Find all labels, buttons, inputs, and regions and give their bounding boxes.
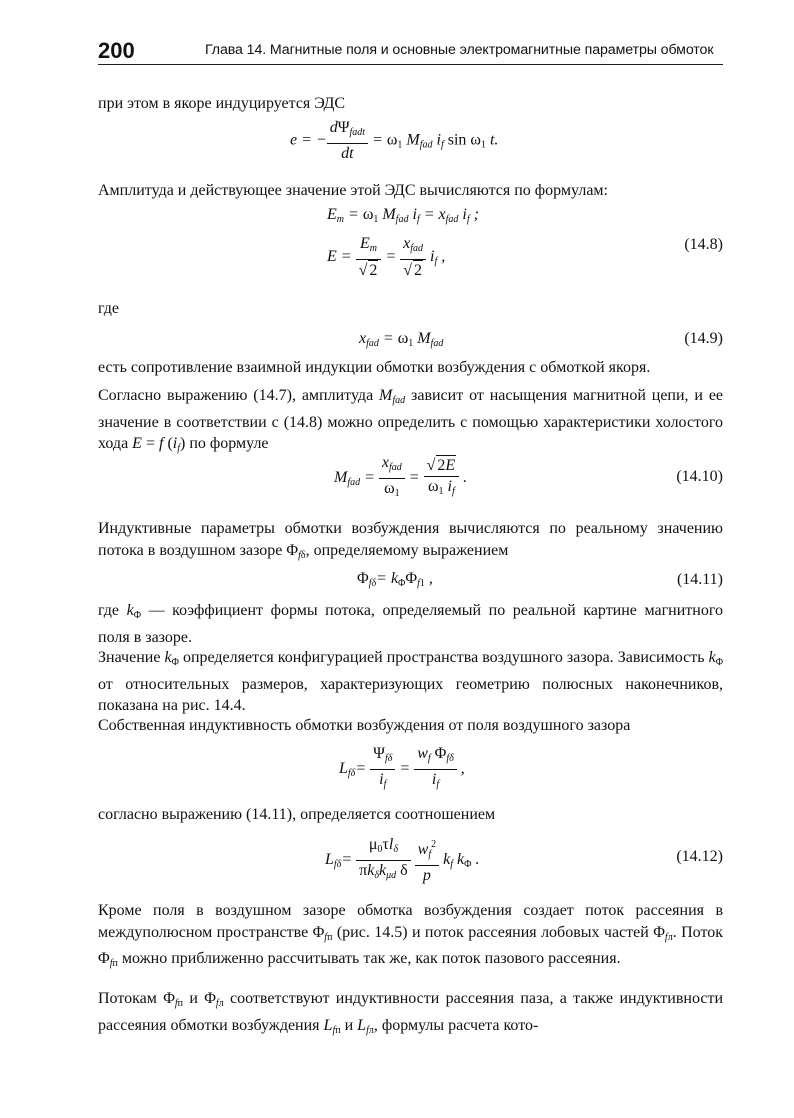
page-number: 200: [98, 38, 135, 63]
paragraph: Собственная индуктивность обмотки возбуждения от поля воздушного зазора: [98, 717, 631, 734]
equation-em: $E_m = \omega_1$ $M_{fad}$ $i_f = x_{fad}$ $i_f$ ;: [327, 206, 479, 225]
equation-e: E = $\frac{E_m}{√ 2}$ = $\frac{x_{fad}}{√ 2}$ $i_f$ ,: [327, 235, 446, 279]
paragraph: где $k_\Phi$ — коэффициент формы потока, определяемый по реальной картине магнитного поля в зазоре.: [98, 602, 723, 646]
equation-number: (14.11): [676, 571, 723, 588]
paragraph: при этом в якоре индуцируется ЭДС: [98, 95, 346, 112]
header-rule: [98, 64, 723, 65]
equation-lf: $L_{f\delta}=$ $\frac{\Psi_{f\delta}}{i_f}$ = $\frac{w_f \Phi_{f\delta}}{i_f}$ ,: [339, 745, 465, 790]
equation-number: (14.10): [676, 468, 723, 485]
paragraph: Значение $k_\Phi$ определяется конфигурацией пространства воздушного зазора. Зависимость $k_\Phi$ от относительных размеров, характеризующих геометрию полюсных наконечников, показана на рис. 14.4.: [98, 649, 724, 714]
equation-number: (14.8): [684, 236, 723, 253]
equation-emf: e = − $\frac{d\Psi_{fadt}}{dt}$ = $\omega_1$ $M_{fad}$ $i_f$ $\sin \omega_1$ t.: [290, 119, 499, 162]
chapter-title: Глава 14. Магнитные поля и основные электромагнитные параметры обмоток: [205, 42, 714, 58]
paragraph: Индуктивные параметры обмотки возбуждения вычисляются по реальному значению потока в воздушном зазоре $\Phi_{f\delta}$, определяемому выражением: [98, 520, 723, 561]
paragraph: Амплитуда и действующее значение этой ЭДС вычисляются по формулам:: [98, 182, 608, 199]
equation-mfad: $M_{fad}$ = $\frac{x_{fad}}{\omega_1}$ = $\frac{√ 2E}{\omega_1 i_f}$ .: [334, 454, 468, 499]
paragraph: согласно выражению (14.11), определяется соотношением: [98, 806, 496, 823]
paragraph: есть сопротивление взаимной индукции обмотки возбуждения с обмоткой якоря.: [98, 359, 651, 376]
equation-xfad: $x_{fad} = \omega_1$ $M_{fad}$: [359, 330, 444, 349]
paragraph: где: [98, 300, 120, 317]
equation-number: (14.12): [676, 848, 723, 865]
equation-phi: $\Phi_{f\delta}= k_\Phi\Phi_{f1}$ ,: [357, 570, 433, 589]
paragraph: Согласно выражению (14.7), амплитуда $M_{fad}$ зависит от насыщения магнитной цепи, и ее значение в соответствии с (14.8) можно определить с помощью характеристики холостого хода E = f $(i_f)$ по формуле: [98, 387, 724, 454]
equation-lf-full: $L_{f\delta}=$ $\frac{\mu_0\tau l_\delta}{\pi k_\delta k_{\mu d} \delta}$ $\frac{w_f^2}{p}$ $k_f$ $k_\Phi$ .: [325, 836, 480, 884]
equation-number: (14.9): [684, 330, 723, 347]
paragraph: Потокам $\Phi_{fп}$ и $\Phi_{fл}$ соответствуют индуктивности рассеяния паза, а также индуктивности рассеяния обмотки возбуждения $L_{fп}$ и $L_{fл}$, формулы расчета кото-: [98, 990, 724, 1036]
paragraph: Кроме поля в воздушном зазоре обмотка возбуждения создает поток рассеяния в междуполюсном пространстве $\Phi_{fп}$ (рис. 14.5) и поток рассеяния лобовых частей $\Phi_{fл}$. Поток $\Phi_{fп}$ можно приближенно рассчитывать так же, как поток пазового рассеяния.: [98, 902, 724, 969]
